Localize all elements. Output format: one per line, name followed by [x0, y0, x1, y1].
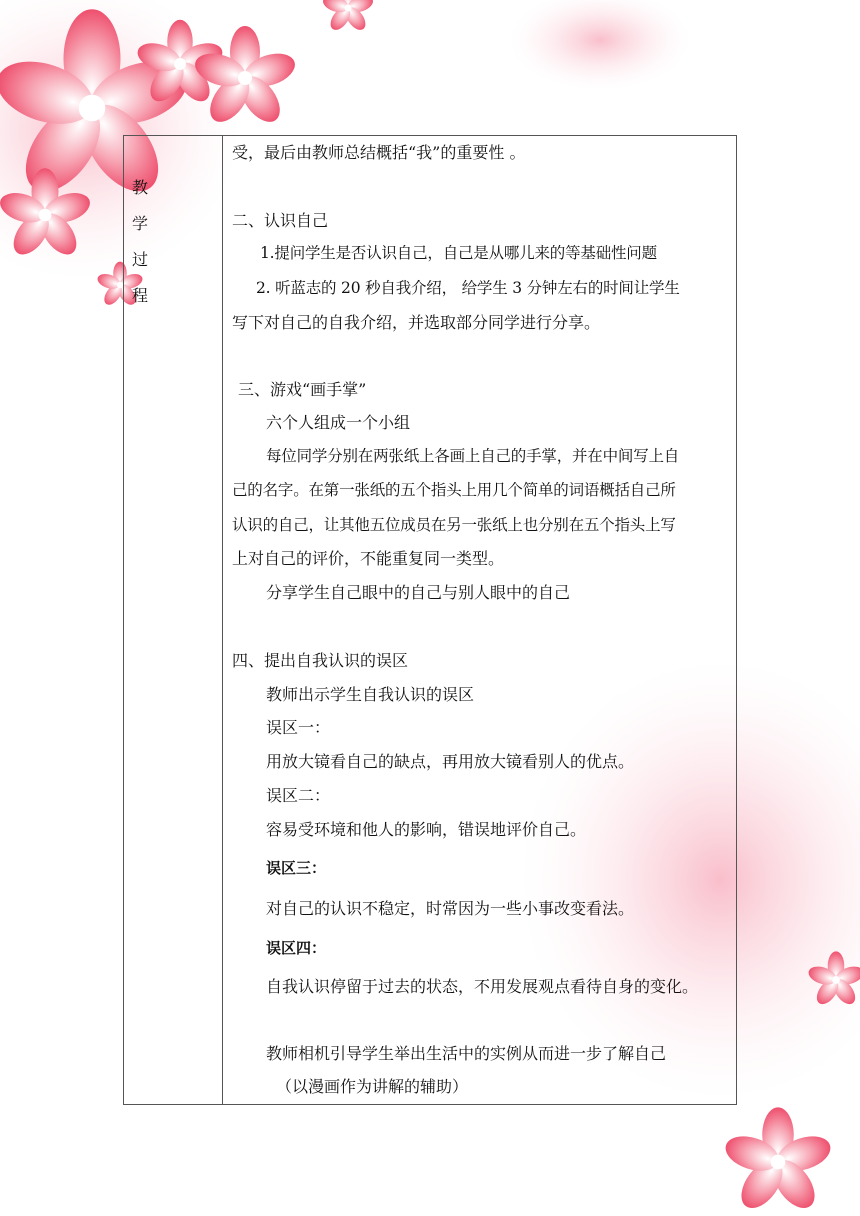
text-line: 用放大镜看自己的缺点，再用放大镜看别人的优点。 — [266, 752, 635, 771]
side-label-char: 学 — [132, 214, 149, 233]
text-line-bold: 误区三： — [266, 859, 327, 877]
text-line: 教师出示学生自我认识的误区 — [266, 685, 475, 704]
side-label-char: 程 — [132, 286, 149, 305]
section-heading: 四、提出自我认识的误区 — [232, 651, 409, 670]
text-line: 上对自己的评价，不能重复同一类型。 — [232, 549, 505, 568]
text-line: 分享学生自己眼中的自己与别人眼中的自己 — [266, 583, 571, 602]
text-line-bold: 误区四： — [266, 939, 327, 957]
text-line: 己的名字。在第一张纸的五个指头上用几个简单的词语概括自己所 — [232, 481, 676, 499]
lesson-table — [123, 135, 737, 1105]
section-heading: 三、游戏“画手掌” — [238, 380, 367, 399]
text-line: 误区二： — [266, 786, 331, 805]
text-line: 自我认识停留于过去的状态，不用发展观点看待自身的变化。 — [266, 977, 699, 996]
column-divider — [222, 136, 223, 1104]
text-line: 六个人组成一个小组 — [266, 413, 411, 432]
side-label-char: 过 — [132, 250, 149, 269]
text-line: 误区一： — [266, 718, 331, 737]
text-line: 对自己的认识不稳定，时常因为一些小事改变看法。 — [266, 899, 635, 918]
text-line: 教师相机引导学生举出生活中的实例从而进一步了解自己 — [266, 1044, 667, 1063]
section-heading: 二、认识自己 — [232, 211, 329, 230]
text-line: 每位同学分别在两张纸上各画上自己的手掌，并在中间写上自 — [266, 447, 680, 465]
side-label-char: 教 — [132, 178, 149, 197]
text-line: 1.提问学生是否认识自己，自己是从哪儿来的等基础性问题 — [260, 244, 657, 262]
text-line: （以漫画作为讲解的辅助） — [276, 1077, 469, 1096]
text-line: 受，最后由教师总结概括“我”的重要性 。 — [232, 143, 526, 162]
text-line: 写下对自己的自我介绍，并选取部分同学进行分享。 — [232, 313, 601, 332]
side-label-teaching-process — [132, 170, 156, 314]
text-line: 容易受环境和他人的影响，错误地评价自己。 — [266, 820, 587, 839]
text-line: 认识的自己，让其他五位成员在另一张纸上也分别在五个指头上写 — [232, 516, 676, 534]
text-line: 2. 听蓝志的 20 秒自我介绍， 给学生 3 分钟左右的时间让学生 — [256, 279, 680, 297]
